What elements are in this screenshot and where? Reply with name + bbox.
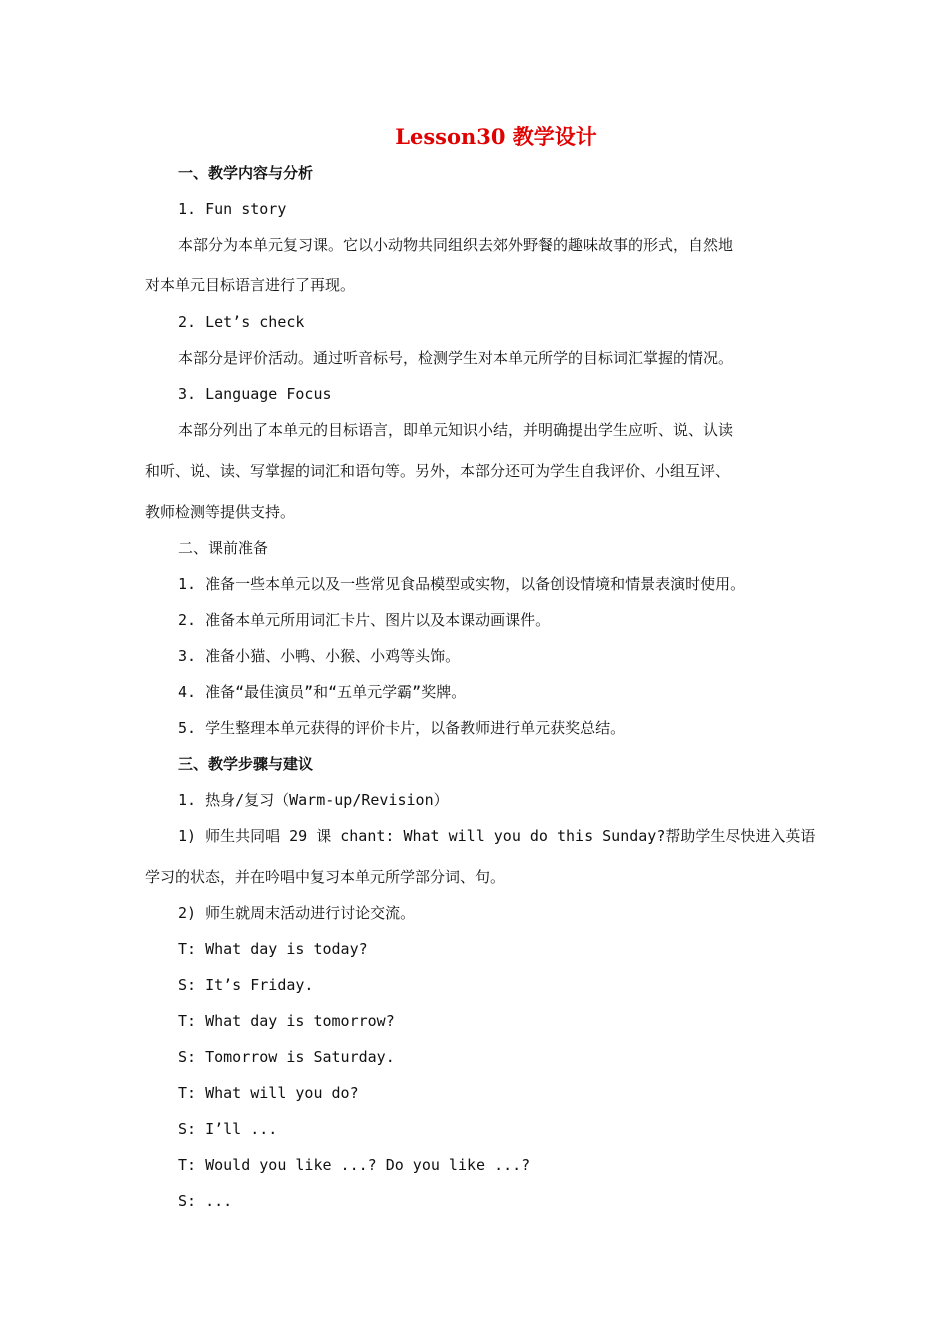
dialogue-line: S: I’ll ... [178,1120,278,1138]
dialogue-line: T: What day is tomorrow? [178,1012,395,1030]
item3-text-line2: 和听、说、读、写掌握的词汇和语句等。另外，本部分还可为学生自我评价、小组互评、 [145,462,731,480]
item2-title: 2. Let’s check [178,313,305,331]
item2-text: 本部分是评价活动。通过听音标号，检测学生对本单元所学的目标词汇掌握的情况。 [178,349,734,367]
prep-item: 1. 准备一些本单元以及一些常见食品模型或实物，以备创设情境和情景表演时使用。 [178,575,746,593]
item3-text-line3: 教师检测等提供支持。 [145,503,296,521]
prep-item: 2. 准备本单元所用词汇卡片、图片以及本课动画课件。 [178,611,551,629]
dialogue-line: T: What day is today? [178,940,368,958]
prep-item: 3. 准备小猫、小鸭、小猴、小鸡等头饰。 [178,647,461,665]
item1-text-line2: 对本单元目标语言进行了再现。 [145,276,356,294]
dialogue-line: S: Tomorrow is Saturday. [178,1048,395,1066]
item1-title: 1. Fun story [178,200,287,218]
item1-text-line1: 本部分为本单元复习课。它以小动物共同组织去郊外野餐的趣味故事的形式，自然地 [178,236,734,254]
dialogue-line: S: ... [178,1192,233,1210]
item3-text-line1: 本部分列出了本单元的目标语言，即单元知识小结，并明确提出学生应听、说、认读 [178,421,734,439]
prep-item: 5. 学生整理本单元获得的评价卡片，以备教师进行单元获奖总结。 [178,719,626,737]
document-title: Lesson30 教学设计 [395,124,597,149]
section2-heading: 二、课前准备 [178,539,269,557]
dialogue-line: T: Would you like ...? Do you like ...? [178,1156,531,1174]
step1-2: 2) 师生就周末活动进行讨论交流。 [178,904,416,922]
dialogue-line: S: It’s Friday. [178,976,314,994]
step1-1-line1: 1) 师生共同唱 29 课 chant: What will you do this Sunday?帮助学生尽快进入英语 [178,827,816,845]
section3-heading: 三、教学步骤与建议 [178,755,314,773]
dialogue-line: T: What will you do? [178,1084,359,1102]
section1-heading: 一、教学内容与分析 [178,164,314,182]
item3-title: 3. Language Focus [178,385,332,403]
step1-1-line2: 学习的状态，并在吟唱中复习本单元所学部分词、句。 [145,868,506,886]
prep-item: 4. 准备“最佳演员”和“五单元学霸”奖牌。 [178,683,467,701]
step1-title: 1. 热身/复习（Warm-up/Revision） [178,791,449,809]
